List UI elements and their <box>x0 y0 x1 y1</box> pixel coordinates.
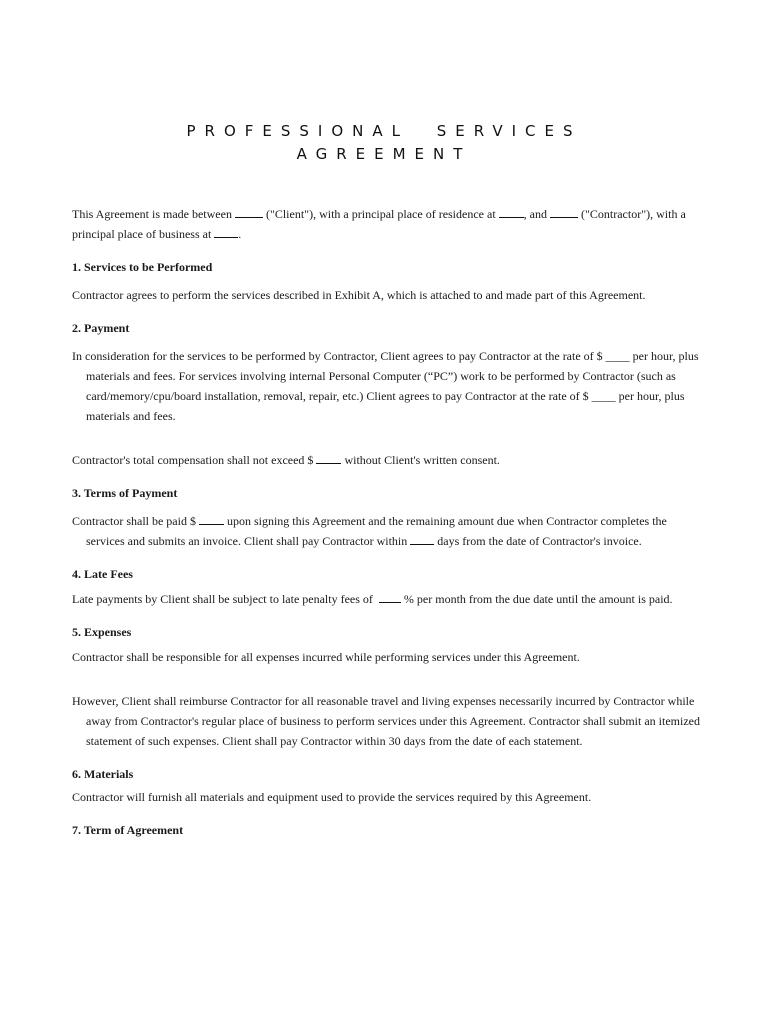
title-line-1: PROFESSIONAL SERVICES <box>186 122 582 140</box>
section-3-text: Contractor shall be paid $ upon signing this Agreement and the remaining amount due when Contractor completes the services and submits an invoice. Client shall pay Contractor within days from the date of Contractor's invoice. <box>72 514 667 548</box>
late-fee-percent-blank <box>379 591 401 603</box>
section-7-heading: 7. Term of Agreement <box>72 823 184 837</box>
section-1-text: Contractor agrees to perform the services described in Exhibit A, which is attached to and made part of this Agreement. <box>72 288 646 302</box>
section-2-heading: 2. Payment <box>72 321 130 335</box>
section-6-text: Contractor will furnish all materials and equipment used to provide the services required by this Agreement. <box>72 790 592 804</box>
section-2-text: In consideration for the services to be performed by Contractor, Client agrees to pay Contractor at the rate of $ ____ per hour, plus materials and fees. For services involving internal Personal Computer (“PC”) work to be performed by Contractor (such as card/memory/cpu/board installation, removal, repair, etc.) Client agrees to pay Contractor at the rate of $ ____ per hour, plus materials and fees. <box>72 349 699 423</box>
title-line-2: AGREEMENT <box>296 145 472 163</box>
section-3-heading: 3. Terms of Payment <box>72 486 178 500</box>
document-title <box>0 120 768 166</box>
business-address-blank <box>214 226 238 238</box>
contractor-name-blank <box>550 206 578 218</box>
section-2-cap-text: Contractor's total compensation shall not exceed $ without Client's written consent. <box>72 453 500 467</box>
section-1-heading: 1. Services to be Performed <box>72 260 213 274</box>
section-4-text: Late payments by Client shall be subject to late penalty fees of % per month from the due date until the amount is paid. <box>72 592 673 606</box>
section-4-heading: 4. Late Fees <box>72 567 133 581</box>
payment-days-blank <box>410 533 434 545</box>
residence-blank <box>499 206 524 218</box>
section-5-heading: 5. Expenses <box>72 625 132 639</box>
section-6-heading: 6. Materials <box>72 767 134 781</box>
section-5-reimbursement-text: However, Client shall reimburse Contractor for all reasonable travel and living expenses necessarily incurred by Contractor while away from Contractor's regular place of business to perform services under this Agreement. Contractor shall submit an itemized statement of such expenses. Client shall pay Contractor within 30 days from the date of each statement. <box>72 694 700 748</box>
client-name-blank <box>235 206 263 218</box>
section-5-text: Contractor shall be responsible for all expenses incurred while performing services under this Agreement. <box>72 650 580 664</box>
document-body <box>72 204 702 839</box>
compensation-cap-blank <box>316 452 341 464</box>
intro-paragraph: This Agreement is made between ("Client"), with a principal place of residence at , and ("Contractor"), with a principal place of business at . <box>72 207 686 241</box>
upfront-payment-blank <box>199 513 224 525</box>
